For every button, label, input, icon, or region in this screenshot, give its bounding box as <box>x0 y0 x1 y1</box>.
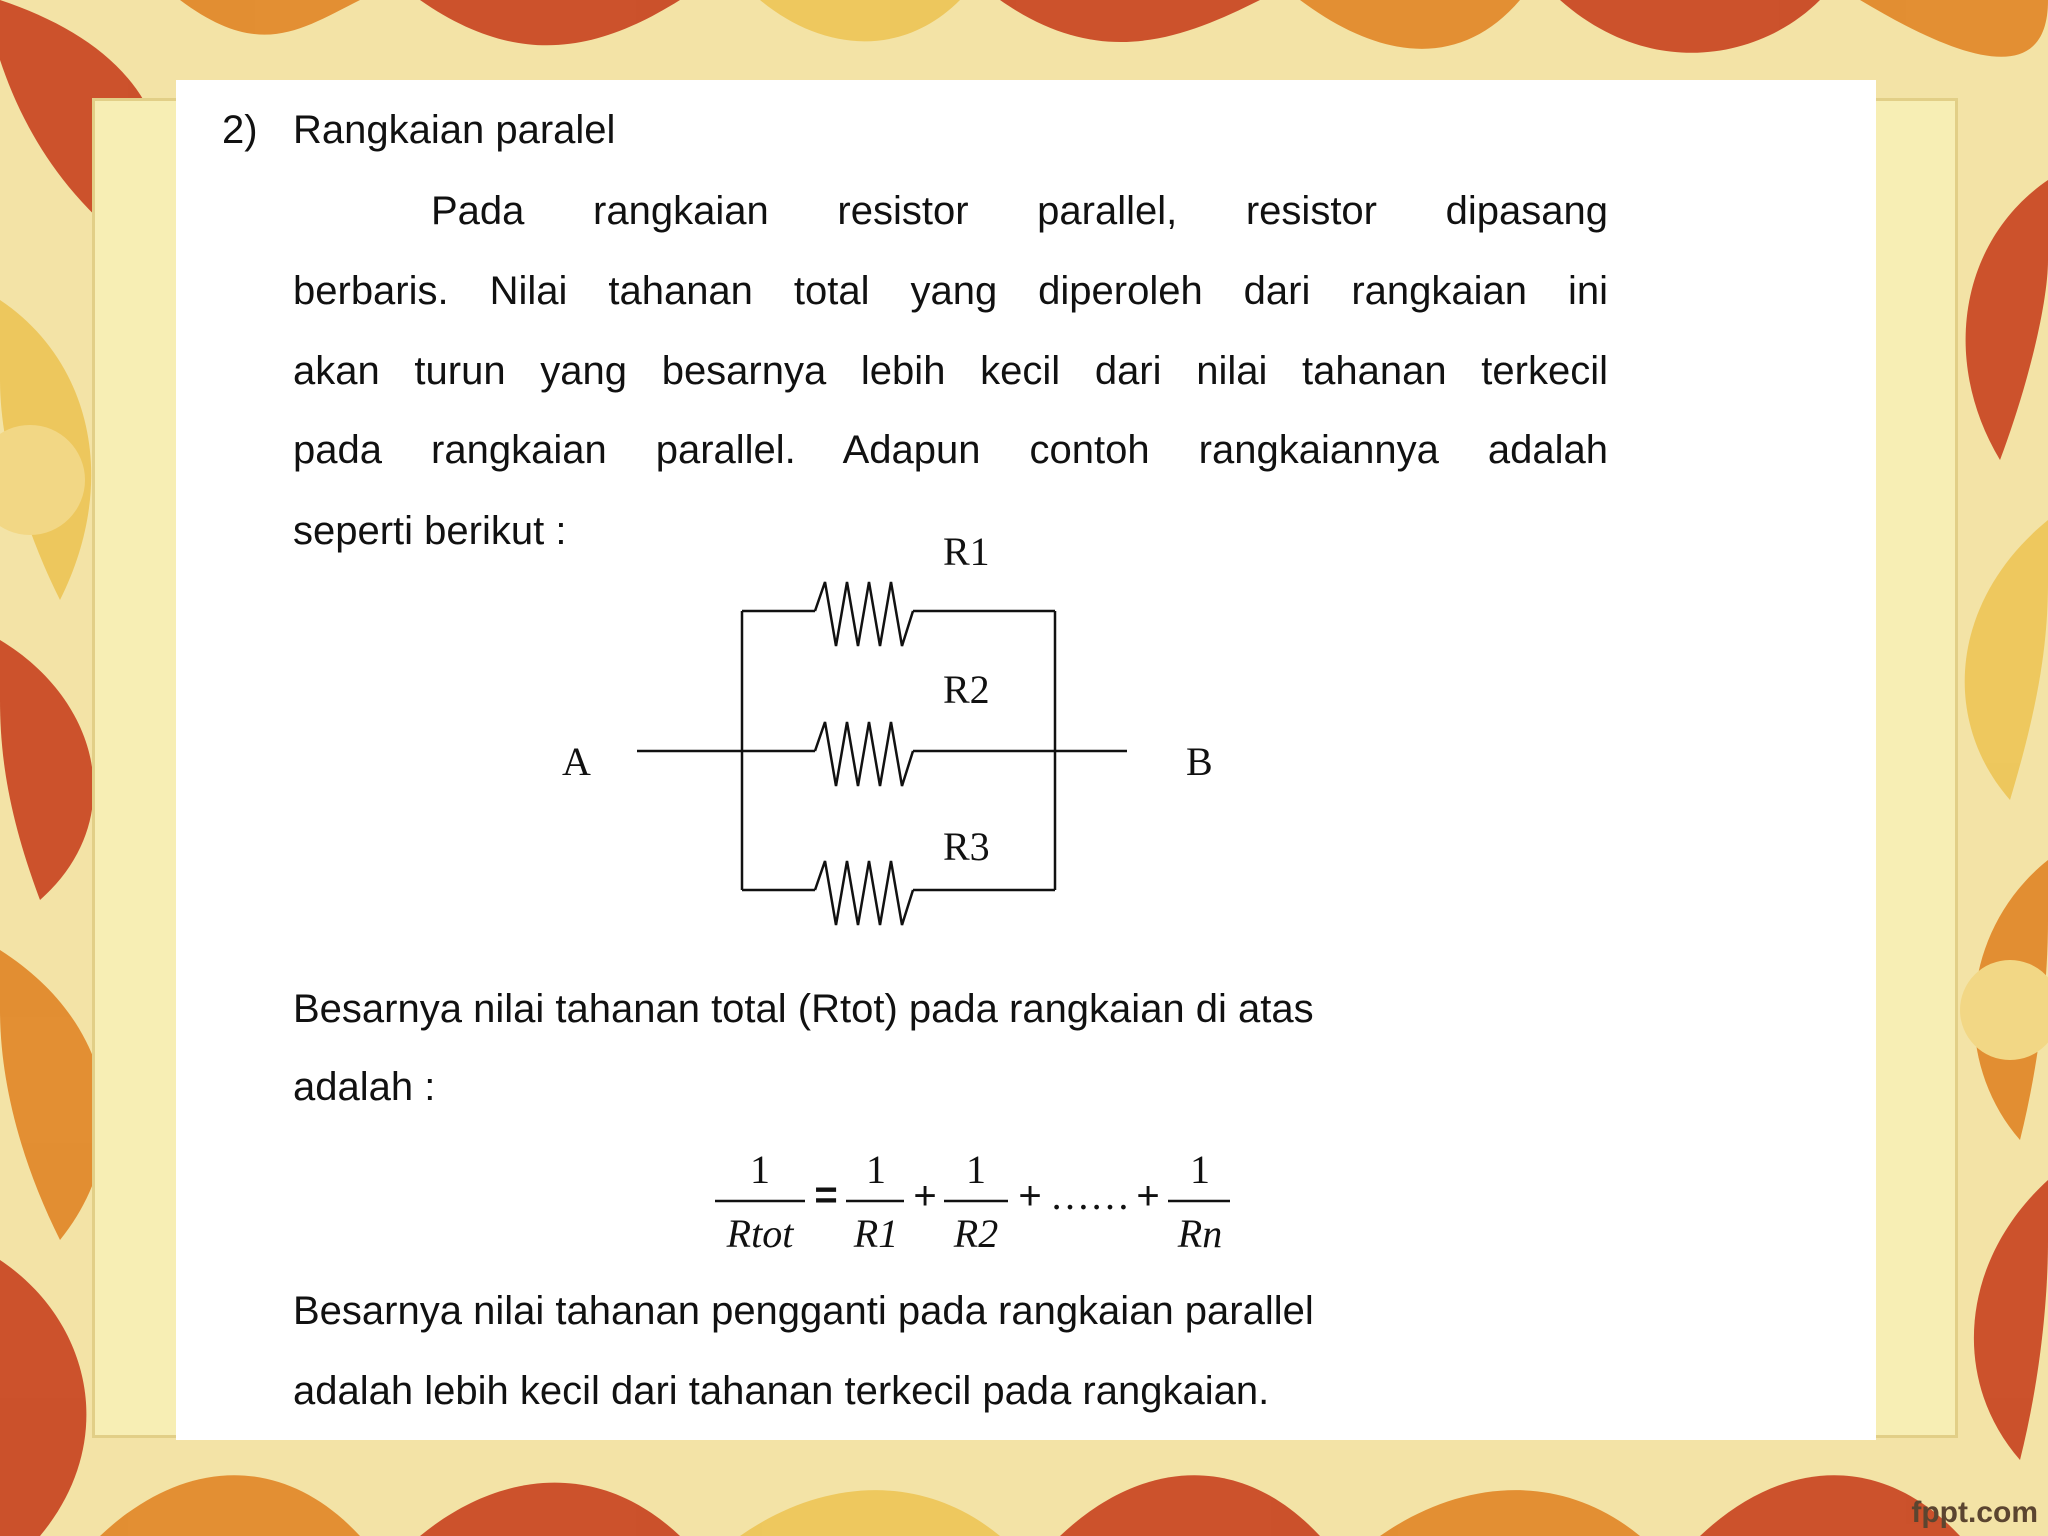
section-number: 2) <box>222 108 258 152</box>
formula-plus: + <box>1018 1174 1042 1218</box>
paragraph-line: akan turun yang besarnya lebih kecil dari nilai tahanan terkecil <box>293 349 1608 393</box>
paragraph-line: Pada rangkaian resistor parallel, resistor dipasang <box>431 189 1608 233</box>
formula-denominator: R2 <box>953 1211 999 1256</box>
resistor-label: R2 <box>943 667 990 712</box>
formula-ellipsis: …… <box>1050 1173 1130 1218</box>
formula-numerator: 1 <box>750 1147 770 1192</box>
node-b-label: B <box>1186 739 1213 784</box>
formula-numerator: 1 <box>866 1147 886 1192</box>
paragraph-line: seperti berikut : <box>293 509 567 553</box>
formula-equals: = <box>814 1173 838 1217</box>
section-heading: Rangkaian paralel <box>293 108 616 152</box>
formula-plus: + <box>913 1174 937 1218</box>
formula-denominator: Rn <box>1177 1211 1223 1256</box>
node-a-label: A <box>562 739 591 784</box>
resistor-label: R1 <box>943 529 990 574</box>
formula-numerator: 1 <box>966 1147 986 1192</box>
conclusion-line: adalah lebih kecil dari tahanan terkecil pada rangkaian. <box>293 1369 1270 1413</box>
paragraph-line: pada rangkaian parallel. Adapun contoh rangkaiannya adalah <box>293 428 1608 472</box>
formula-denominator: Rtot <box>726 1211 794 1256</box>
conclusion-line: Besarnya nilai tahanan pengganti pada rangkaian parallel <box>293 1289 1314 1333</box>
total-text-line: Besarnya nilai tahanan total (Rtot) pada rangkaian di atas <box>293 987 1314 1031</box>
formula-denominator: R1 <box>853 1211 899 1256</box>
formula-plus: + <box>1136 1174 1160 1218</box>
total-text-line: adalah : <box>293 1065 436 1109</box>
formula-numerator: 1 <box>1190 1147 1210 1192</box>
watermark-text: fppt.com <box>1911 1496 2038 1529</box>
resistor-label: R3 <box>943 824 990 869</box>
paragraph-line: berbaris. Nilai tahanan total yang diperoleh dari rangkaian ini <box>293 269 1608 313</box>
